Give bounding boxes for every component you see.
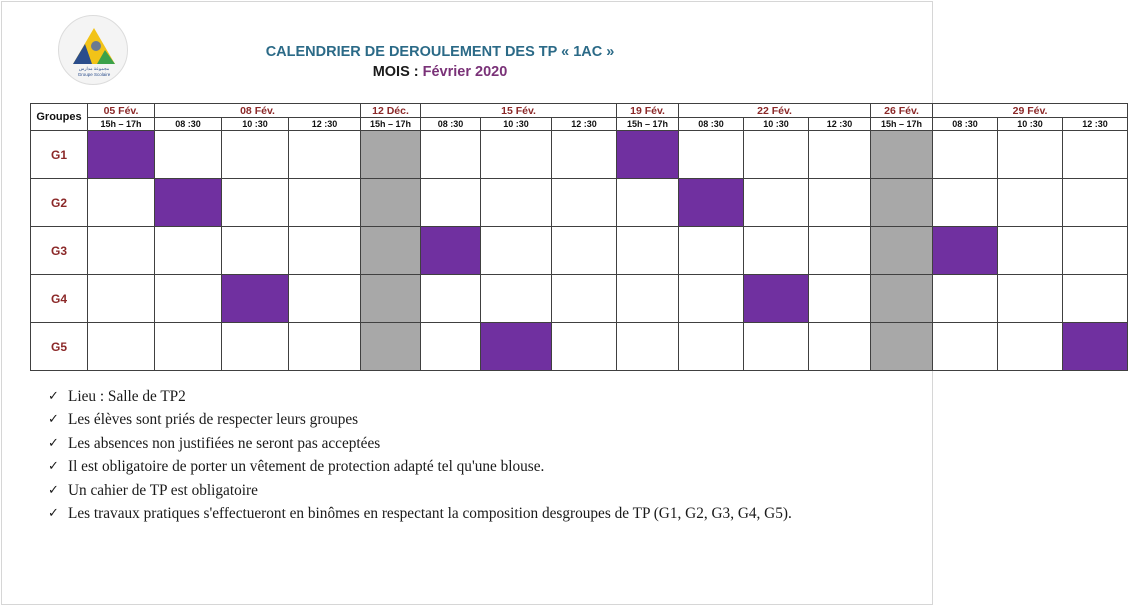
empty-cell: [88, 179, 155, 227]
empty-cell: [617, 323, 679, 371]
time-slot-header: 10 :30: [998, 118, 1063, 131]
scheduled-session-cell: [222, 275, 289, 323]
check-icon: ✓: [48, 459, 59, 475]
schedule-table: [30, 103, 1128, 371]
date-header: 12 Déc.: [361, 104, 421, 118]
empty-cell: [679, 275, 744, 323]
empty-cell: [222, 131, 289, 179]
scheduled-session-cell: [679, 179, 744, 227]
empty-cell: [289, 179, 361, 227]
empty-cell: [679, 323, 744, 371]
scheduled-session-cell: [481, 323, 552, 371]
note-text: Il est obligatoire de porter un vêtement de protection adapté tel qu'une blouse.: [68, 458, 545, 476]
group-row: [31, 227, 1128, 275]
groups-header: Groupes: [31, 104, 88, 131]
scheduled-session-cell: [744, 275, 809, 323]
check-icon: ✓: [48, 506, 59, 522]
school-logo: [58, 15, 128, 85]
empty-cell: [421, 131, 481, 179]
empty-cell: [998, 227, 1063, 275]
empty-cell: [421, 275, 481, 323]
empty-cell: [1063, 275, 1128, 323]
empty-cell: [481, 227, 552, 275]
note-text: Les absences non justifiées ne seront pas acceptées: [68, 434, 381, 452]
scheduled-session-cell: [421, 227, 481, 275]
time-slot-header: 15h – 17h: [361, 118, 421, 131]
empty-cell: [289, 131, 361, 179]
unavailable-cell: [361, 275, 421, 323]
empty-cell: [933, 275, 998, 323]
month-label: MOIS :: [372, 64, 419, 80]
time-slot-header: 15h – 17h: [871, 118, 933, 131]
time-slot-header: 15h – 17h: [88, 118, 155, 131]
empty-cell: [222, 323, 289, 371]
note-item: [48, 385, 878, 408]
time-slot-header: 12 :30: [289, 118, 361, 131]
unavailable-cell: [871, 131, 933, 179]
scheduled-session-cell: [88, 131, 155, 179]
empty-cell: [289, 227, 361, 275]
empty-cell: [481, 275, 552, 323]
date-header: 26 Fév.: [871, 104, 933, 118]
time-slot-header: 12 :30: [1063, 118, 1128, 131]
time-slot-header: 15h – 17h: [617, 118, 679, 131]
empty-cell: [617, 275, 679, 323]
logo-text-arabic: مجموعة مدارس: [78, 66, 110, 71]
time-slot-header: 10 :30: [222, 118, 289, 131]
scheduled-session-cell: [933, 227, 998, 275]
empty-cell: [552, 323, 617, 371]
check-icon: ✓: [48, 482, 59, 498]
note-text: Un cahier de TP est obligatoire: [68, 481, 258, 499]
empty-cell: [933, 323, 998, 371]
empty-cell: [617, 227, 679, 275]
empty-cell: [744, 227, 809, 275]
empty-cell: [744, 179, 809, 227]
time-slot-header: 10 :30: [744, 118, 809, 131]
unavailable-cell: [361, 131, 421, 179]
unavailable-cell: [871, 179, 933, 227]
group-label: G1: [31, 131, 88, 179]
note-item: [48, 455, 878, 478]
scheduled-session-cell: [617, 131, 679, 179]
time-slot-header: 08 :30: [421, 118, 481, 131]
empty-cell: [998, 131, 1063, 179]
empty-cell: [88, 275, 155, 323]
group-row: [31, 323, 1128, 371]
group-row: [31, 275, 1128, 323]
check-icon: ✓: [48, 412, 59, 428]
empty-cell: [1063, 227, 1128, 275]
empty-cell: [998, 275, 1063, 323]
empty-cell: [809, 179, 871, 227]
empty-cell: [289, 275, 361, 323]
date-header: 22 Fév.: [679, 104, 871, 118]
empty-cell: [933, 179, 998, 227]
check-icon: ✓: [48, 435, 59, 451]
unavailable-cell: [871, 227, 933, 275]
empty-cell: [155, 131, 222, 179]
note-text: Lieu : Salle de TP2: [68, 388, 186, 405]
note-item: [48, 432, 878, 455]
unavailable-cell: [871, 323, 933, 371]
empty-cell: [998, 323, 1063, 371]
empty-cell: [552, 227, 617, 275]
date-header: 15 Fév.: [421, 104, 617, 118]
empty-cell: [1063, 179, 1128, 227]
empty-cell: [222, 179, 289, 227]
time-slot-header: 12 :30: [809, 118, 871, 131]
empty-cell: [809, 275, 871, 323]
date-header: 19 Fév.: [617, 104, 679, 118]
note-text: Les travaux pratiques s'effectueront en binômes en respectant la composition desgroupes de TP (G1, G2, G3, G4, G5).: [68, 505, 792, 523]
unavailable-cell: [361, 227, 421, 275]
empty-cell: [809, 131, 871, 179]
group-label: G5: [31, 323, 88, 371]
empty-cell: [1063, 131, 1128, 179]
empty-cell: [809, 323, 871, 371]
note-item: [48, 479, 878, 502]
empty-cell: [289, 323, 361, 371]
empty-cell: [744, 323, 809, 371]
empty-cell: [421, 179, 481, 227]
date-header-row: [31, 104, 1128, 118]
empty-cell: [155, 227, 222, 275]
time-header-row: [31, 118, 1128, 131]
scheduled-session-cell: [155, 179, 222, 227]
note-text: Les élèves sont priés de respecter leurs groupes: [68, 411, 359, 429]
unavailable-cell: [361, 323, 421, 371]
group-label: G3: [31, 227, 88, 275]
empty-cell: [88, 227, 155, 275]
empty-cell: [744, 131, 809, 179]
empty-cell: [155, 275, 222, 323]
empty-cell: [617, 179, 679, 227]
date-header: 08 Fév.: [155, 104, 361, 118]
notes-list: [48, 385, 878, 525]
group-label: G2: [31, 179, 88, 227]
empty-cell: [481, 131, 552, 179]
month-line: [130, 64, 750, 80]
unavailable-cell: [871, 275, 933, 323]
empty-cell: [998, 179, 1063, 227]
empty-cell: [222, 227, 289, 275]
month-value: Février 2020: [422, 64, 508, 80]
check-icon: ✓: [48, 389, 59, 404]
empty-cell: [421, 323, 481, 371]
empty-cell: [552, 275, 617, 323]
empty-cell: [679, 227, 744, 275]
empty-cell: [809, 227, 871, 275]
time-slot-header: 08 :30: [155, 118, 222, 131]
empty-cell: [88, 323, 155, 371]
empty-cell: [679, 131, 744, 179]
group-label: G4: [31, 275, 88, 323]
time-slot-header: 08 :30: [933, 118, 998, 131]
empty-cell: [552, 179, 617, 227]
time-slot-header: 10 :30: [481, 118, 552, 131]
empty-cell: [933, 131, 998, 179]
unavailable-cell: [361, 179, 421, 227]
note-item: [48, 502, 878, 525]
scheduled-session-cell: [1063, 323, 1128, 371]
group-row: [31, 131, 1128, 179]
time-slot-header: 12 :30: [552, 118, 617, 131]
empty-cell: [552, 131, 617, 179]
date-header: 29 Fév.: [933, 104, 1128, 118]
logo-text-latin: Groupe Scolaire: [77, 72, 111, 77]
page-title: CALENDRIER DE DEROULEMENT DES TP « 1AC »: [265, 44, 615, 60]
note-item: [48, 408, 878, 431]
date-header: 05 Fév.: [88, 104, 155, 118]
empty-cell: [481, 179, 552, 227]
empty-cell: [155, 323, 222, 371]
time-slot-header: 08 :30: [679, 118, 744, 131]
group-row: [31, 179, 1128, 227]
